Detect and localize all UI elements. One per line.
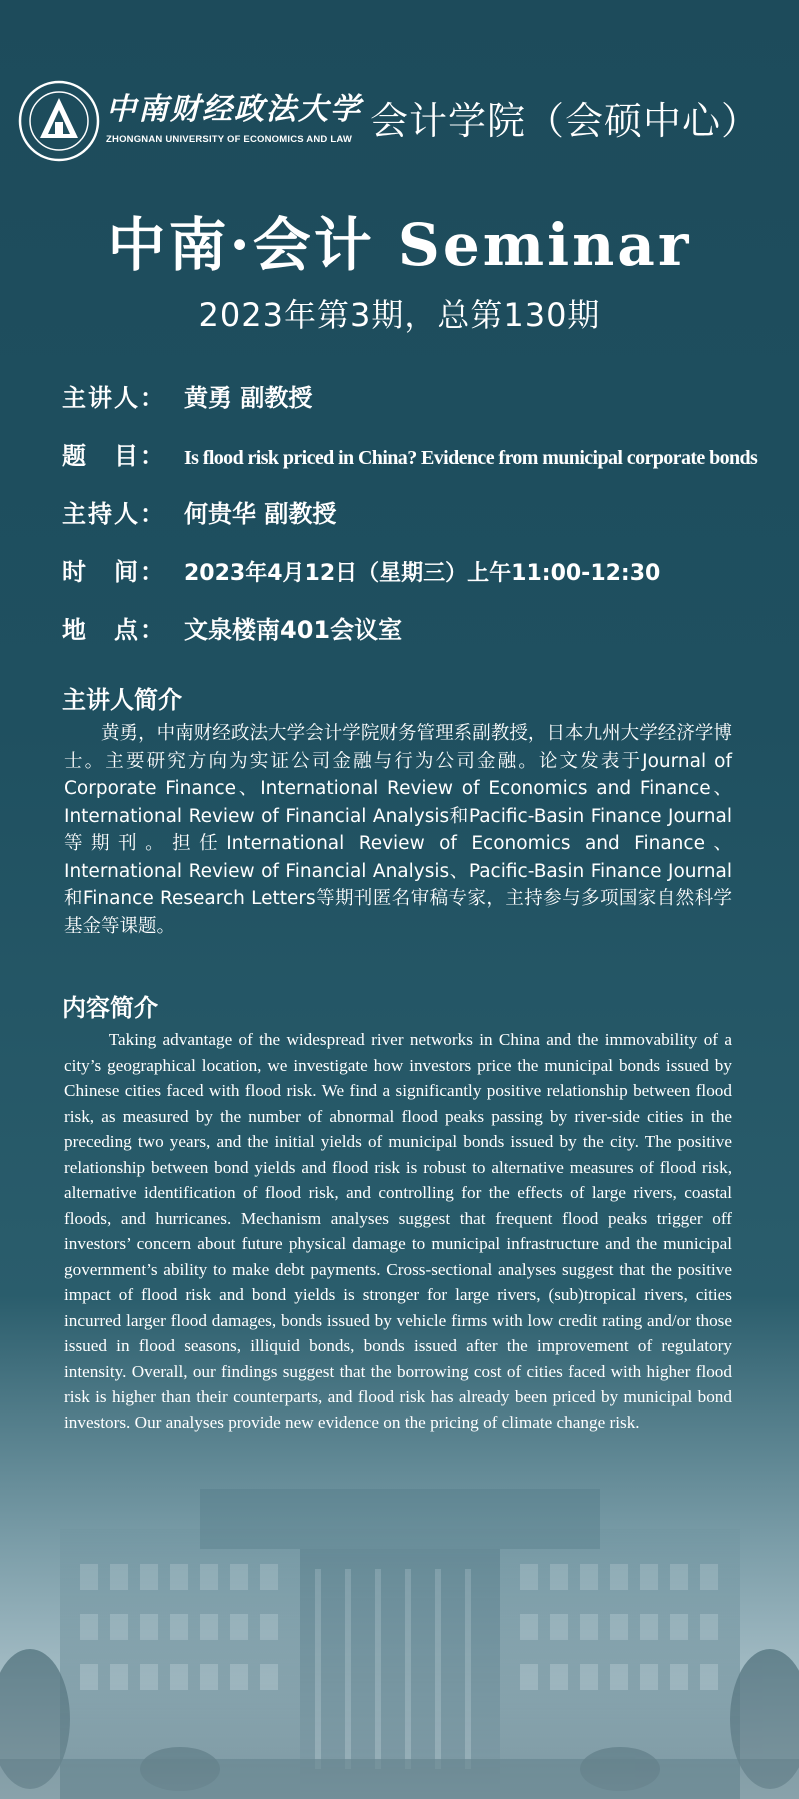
host-value: 何贵华 副教授 [184,500,337,528]
university-name-cn: 中南财经政法大学 [106,92,362,127]
department-name: 会计学院（会硕中心） [370,99,761,143]
topic-row [62,436,757,471]
host-row [62,494,336,529]
header [18,76,788,166]
speaker-value: 黄勇 副教授 [184,384,313,412]
university-name-en: ZHONGNAN UNIVERSITY OF ECONOMICS AND LAW [106,134,353,145]
speaker-label: 主讲人： [62,384,166,412]
bio-heading: 主讲人简介 [62,686,182,714]
topic-label: 题 目： [62,442,166,470]
issue-number: 2023年第3期，总第130期 [198,296,601,334]
speaker-row [62,378,312,413]
topic-value: Is flood risk priced in China? Evidence from municipal corporate bonds [184,447,758,469]
university-emblem-icon [18,80,100,162]
time-label: 时 间： [62,558,166,586]
place-label: 地 点： [62,616,166,644]
seminar-title: 中南·会计 Seminar [107,211,692,279]
bio-text: 黄勇，中南财经政法大学会计学院财务管理系副教授，日本九州大学经济学博士。主要研究方向为实证公司金融与行为公司金融。论文发表于Journal of Corporate Finance、International Review of Economics and Finance、International Review of Financial Analysis和Pacific-Basin Finance Journal等期刊。担任International Review of Economics and Finance、International Review of Financial Analysis、Pacific-Basin Finance Journal和Finance Research Letters等期刊匿名审稿专家，主持参与多项国家自然科学基金等课题。 [64,723,732,937]
abstract-text: Taking advantage of the widespread river networks in China and the immovability of a city’s geographical location, we investigate how investors price the municipal bonds issued by Chinese cities faced with flood risk. We find a significantly positive relationship between flood risk, as measured by the number of abnormal flood peaks passing by river-side cities in the preceding two years, and the initial yields of municipal bonds issued by the city. The positive relationship between bond yields and flood risk is robust to alternative measures of flood risk, alternative identification of flood risk, and controlling for the effects of large rivers, coastal floods, and hurricanes. Mechanism analyses suggest that frequent flood peaks trigger off investors’ concern about future physical damage to municipal infrastructure and the municipal government’s ability to make debt payments. Cross-sectional analyses suggest that the positive impact of flood risk and bond yields is stronger for large rivers, (sub)tropical rivers, cities incurred larger flood damages, bonds issued by vehicle firms with low credit rating and/or those issued in flood seasons, illiquid bonds, bonds issued after the improvement of regulatory intensity. Overall, our findings suggest that the borrowing cost of cities faced with higher flood risk is higher than their counterparts, and flood risk has already been priced by municipal bond investors. Our analyses provide new evidence on the pricing of climate change risk. [64,1030,732,1432]
host-label: 主持人： [62,500,166,528]
time-row [62,552,660,587]
abstract-heading: 内容简介 [62,994,158,1022]
place-row [62,610,402,645]
time-value: 2023年4月12日（星期三）上午11:00-12:30 [184,561,661,586]
campus-building-image [0,1469,799,1799]
place-value: 文泉楼南401会议室 [184,616,403,644]
